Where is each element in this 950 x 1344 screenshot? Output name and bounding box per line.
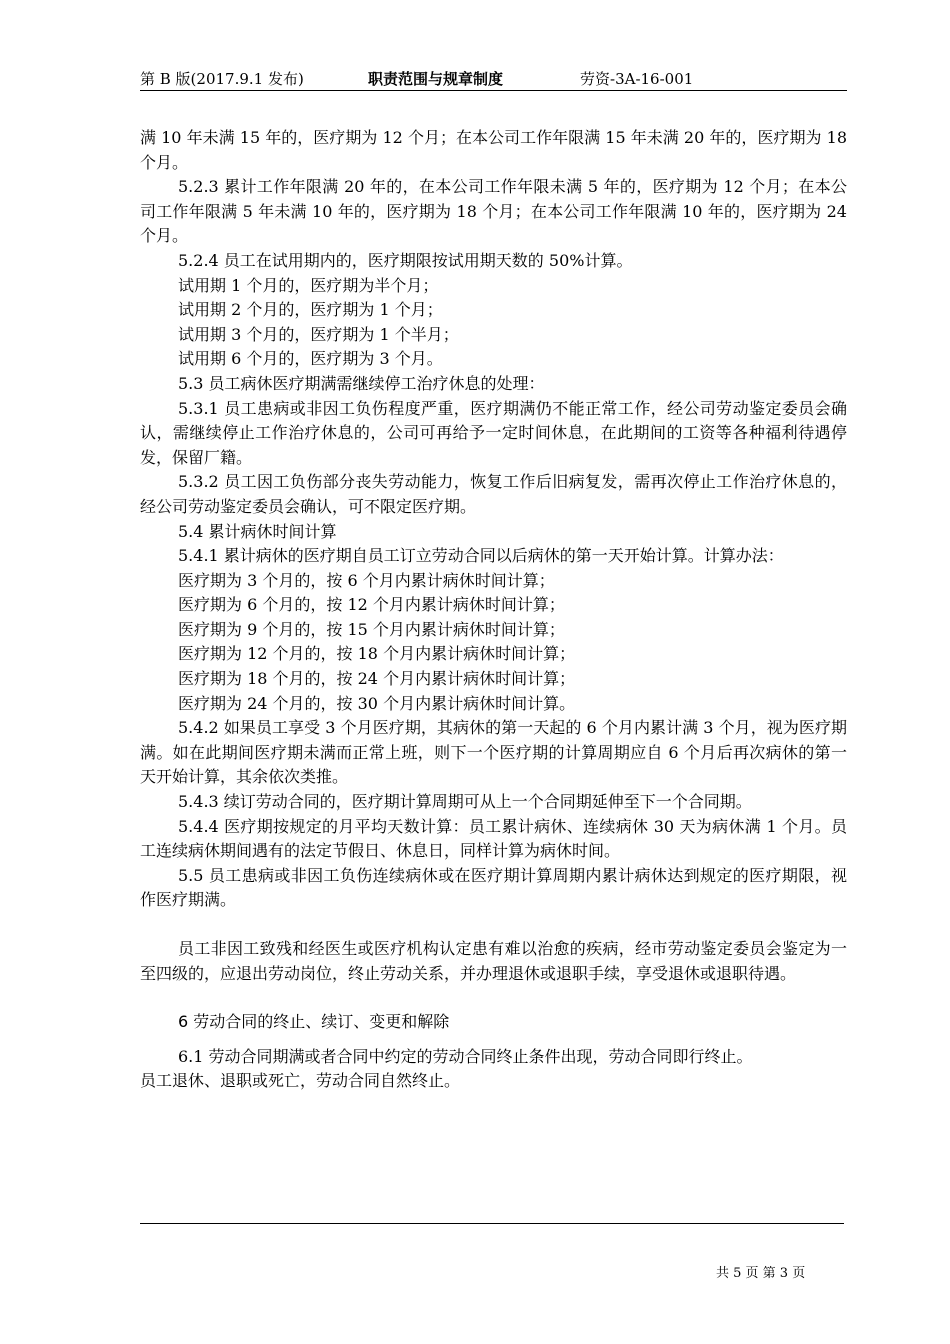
list-item: 试用期 1 个月的，医疗期为半个月； [178, 275, 439, 295]
paragraph: 5.4.3 续订劳动合同的，医疗期计算周期可从上一个合同期延伸至下一个合同期。 [178, 792, 752, 812]
blank-line [140, 986, 847, 1010]
paragraph: 员工退休、退职或死亡，劳动合同自然终止。 [140, 1071, 461, 1091]
header-version: 第 B 版(2017.9.1 发布) [140, 70, 304, 88]
header-title: 职责范围与规章制度 [368, 70, 504, 88]
list-item: 医疗期为 9 个月的，按 15 个月内累计病休时间计算； [178, 619, 565, 639]
list-item: 医疗期为 3 个月的，按 6 个月内累计病休时间计算； [178, 570, 555, 590]
list-item: 医疗期为 18 个月的，按 24 个月内累计病休时间计算； [178, 669, 576, 689]
document-body [140, 126, 847, 1094]
paragraph: 5.4.2 如果员工享受 3 个月医疗期，其病休的第一天起的 6 个月内累计满 3 个月，视为医疗期满。如在此期间医疗期未满而正常上班，则下一个医疗期的计算周期应自 6 个月后再次病休的第一天开始计算，其余依次类推。 [140, 718, 847, 787]
paragraph: 5.3.2 员工因工负伤部分丧失劳动能力，恢复工作后旧病复发，需再次停止工作治疗休息的，经公司劳动鉴定委员会确认，可不限定医疗期。 [140, 472, 847, 516]
list-item: 医疗期为 12 个月的，按 18 个月内累计病休时间计算； [178, 644, 576, 664]
paragraph: 6.1 劳动合同期满或者合同中约定的劳动合同终止条件出现，劳动合同即行终止。 [178, 1046, 753, 1066]
paragraph: 5.4.4 医疗期按规定的月平均天数计算：员工累计病休、连续病休 30 天为病休满 1 个月。员工连续病休期间遇有的法定节假日、休息日，同样计算为病休时间。 [140, 816, 847, 861]
page-number: 共 5 页 第 3 页 [716, 1266, 806, 1281]
list-item: 试用期 6 个月的，医疗期为 3 个月。 [178, 349, 443, 369]
section-heading: 6 劳动合同的终止、续订、变更和解除 [178, 1012, 450, 1032]
blank-line [140, 913, 847, 937]
header-doc-code: 劳资-3A-16-001 [580, 70, 694, 88]
paragraph: 5.2.4 员工在试用期内的，医疗期限按试用期天数的 50%计算。 [178, 250, 633, 270]
spacer [140, 1035, 847, 1045]
list-item: 试用期 2 个月的，医疗期为 1 个月； [178, 300, 443, 320]
paragraph: 5.4.1 累计病休的医疗期自员工订立劳动合同以后病休的第一天开始计算。计算办法： [178, 546, 784, 566]
list-item: 医疗期为 24 个月的，按 30 个月内累计病休时间计算。 [178, 693, 576, 713]
paragraph: 员工非因工致残和经医生或医疗机构认定患有难以治愈的疾病，经市劳动鉴定委员会鉴定为一至四级的，应退出劳动岗位，终止劳动关系，并办理退休或退职手续，享受退休或退职待遇。 [140, 939, 847, 983]
paragraph: 5.4 累计病休时间计算 [178, 521, 337, 541]
paragraph: 满 10 年未满 15 年的，医疗期为 12 个月；在本公司工作年限满 15 年未满 20 年的，医疗期为 18 个月。 [140, 128, 847, 172]
paragraph: 5.2.3 累计工作年限满 20 年的，在本公司工作年限未满 5 年的，医疗期为 12 个月；在本公司工作年限满 5 年未满 10 年的，医疗期为 18 个月；在本公司工作年限满 10 年的，医疗期为 24 个月。 [140, 177, 847, 246]
list-item: 试用期 3 个月的，医疗期为 1 个半月； [178, 324, 459, 344]
list-item: 医疗期为 6 个月的，按 12 个月内累计病休时间计算； [178, 595, 565, 615]
footer-divider [140, 1223, 844, 1224]
paragraph: 5.3.1 员工患病或非因工负伤程度严重，医疗期满仍不能正常工作，经公司劳动鉴定委员会确认，需继续停止工作治疗休息的，公司可再给予一定时间休息，在此期间的工资等各种福利待遇停发，保留厂籍。 [140, 398, 847, 467]
page-header [140, 66, 847, 91]
paragraph: 5.3 员工病休医疗期满需继续停工治疗休息的处理： [178, 373, 545, 393]
paragraph: 5.5 员工患病或非因工负伤连续病休或在医疗期计算周期内累计病休达到规定的医疗期限，视作医疗期满。 [140, 865, 847, 910]
